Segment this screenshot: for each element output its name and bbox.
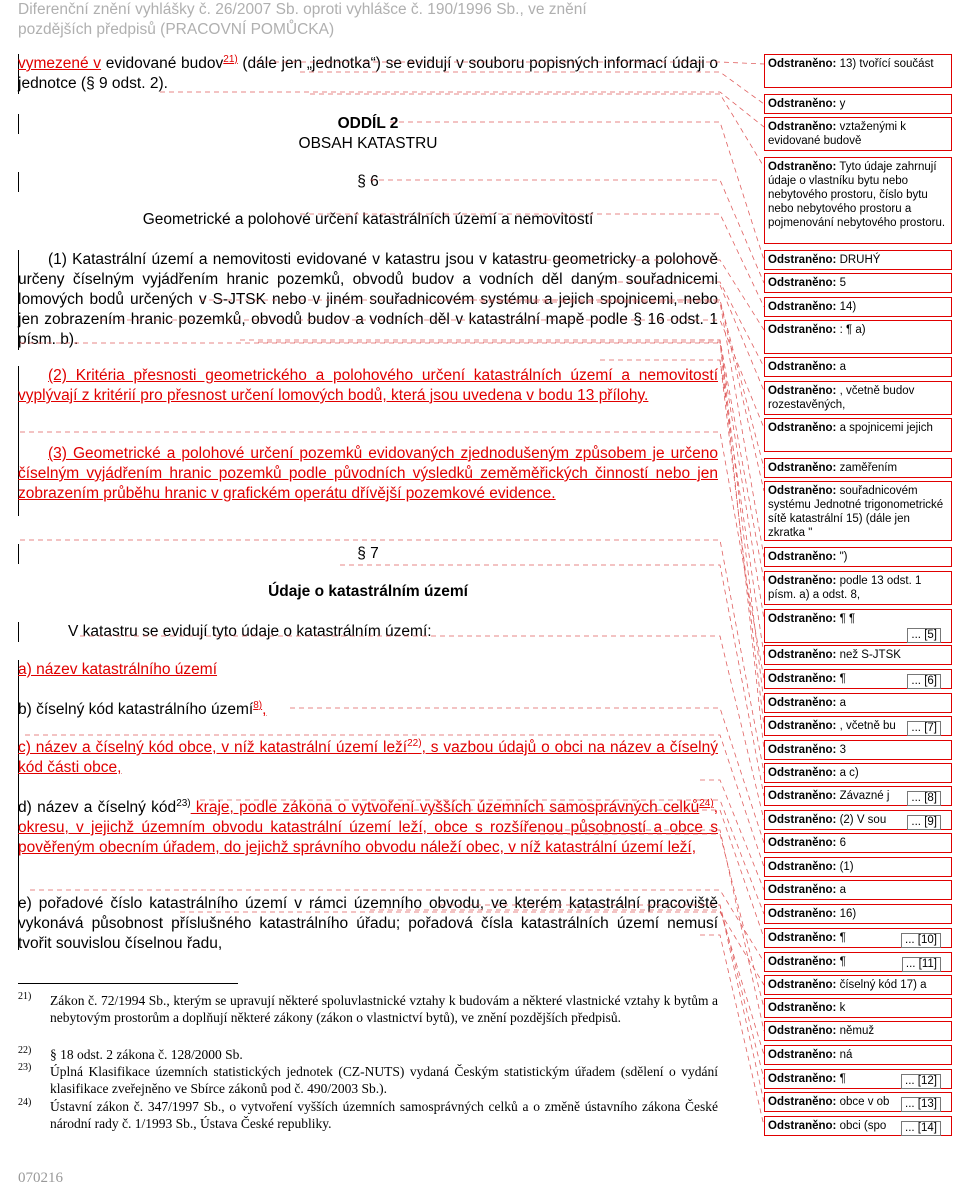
item-c-text-b: , s vazbou údajů o obci na název a číselný kód části obce, (18, 739, 718, 776)
comment-box[interactable] (764, 857, 952, 877)
comment-label: Odstraněno: (768, 908, 837, 920)
comment-box[interactable] (764, 1116, 952, 1136)
comment-label: Odstraněno: (768, 254, 837, 266)
comment-box[interactable] (764, 571, 952, 605)
item-d-text-b: kraje, podle zákona o vytvoření vyšších územních samosprávných celků (190, 799, 700, 816)
comment-box[interactable] (764, 1021, 952, 1041)
intro-text-a: evidované budov (101, 55, 224, 72)
footnote-number: 22) (18, 1045, 32, 1056)
comment-more-link[interactable]: ... [14] (901, 1121, 941, 1136)
comment-box[interactable] (764, 273, 952, 293)
item-b-text: b) číselný kód katastrálního území (18, 701, 254, 718)
item-d (18, 798, 718, 858)
comment-text: 3 (836, 744, 846, 756)
comment-text: němuž (836, 1025, 875, 1037)
comment-box[interactable] (764, 481, 952, 541)
comment-box[interactable] (764, 320, 952, 354)
comment-text: ¶ (836, 673, 846, 685)
paragraph-6-2: (2) Kritéria přesnosti geometrického a polohového určení katastrálních území a nemovitostí vyplývají z kritérií pro přesnost určení lomových bodů, která jsou uvedena v bodu 13 přílohy. (18, 367, 718, 404)
intro-text-b: (dále jen „jednotka“) se evidují v souboru popisných informací údaji o jednotce (§ 9 odst. 2). (18, 55, 719, 92)
comment-box[interactable] (764, 763, 952, 783)
comment-box[interactable] (764, 458, 952, 478)
comment-connector (720, 360, 764, 726)
comment-label: Odstraněno: (768, 1120, 837, 1132)
comment-label: Odstraněno: (768, 767, 837, 779)
footnote-ref: 21) (223, 53, 238, 65)
comment-label: Odstraněno: (768, 277, 837, 289)
comment-label: Odstraněno: (768, 1096, 837, 1108)
comment-box[interactable] (764, 1045, 952, 1065)
paragraph-7-title: Údaje o katastrálním území (268, 583, 468, 600)
footnote-number: 24) (18, 1097, 32, 1108)
comment-text: 6 (836, 837, 846, 849)
comment-box[interactable] (764, 810, 952, 830)
comment-text: než S-JTSK (836, 649, 901, 661)
footnote-ref: 22) (407, 737, 422, 749)
change-bar (18, 622, 19, 642)
footnote-ref: 8) (253, 699, 263, 711)
footnote-text: Úplná Klasifikace územních statistických jednotek (CZ-NUTS) vydaná Českým statistickým úřadem (sdělení o vydání klasifikace zveřejněno ve Sbírce zákonů pod č. 490/2003 Sb.). (50, 1064, 718, 1096)
comment-text: 13) tvořící součást (836, 58, 934, 70)
comment-more-link[interactable]: ... [7] (907, 721, 941, 736)
comment-text: : ¶ a) (836, 324, 866, 336)
header-line-2: pozdějších předpisů (PRACOVNÍ POMŮCKA) (18, 21, 335, 38)
footnote-ref: 23) (176, 797, 191, 809)
comment-more-link[interactable]: ... [8] (907, 791, 941, 806)
comment-label: Odstraněno: (768, 673, 837, 685)
comment-more-link[interactable]: ... [13] (901, 1097, 941, 1112)
comment-text: (1) (836, 861, 854, 873)
comment-label: Odstraněno: (768, 121, 837, 133)
comment-label: Odstraněno: (768, 575, 837, 587)
paragraph-6-1: (1) Katastrální území a nemovitosti evidované v katastru jsou v katastru geometricky a polohově určeny číselným vyjádřením hranic pozemků, obvodů budov a vodních děl daným souřadnicemi lomových bodů určených v S-JTSK nebo v jiném souřadnicovém systému a jejich spojnicemi, nebo jen zobrazením hranic pozemků, obvodů budov a vodních děl v katastrální mapě podle § 16 odst. 1 písm. b). (18, 251, 718, 348)
comment-label: Odstraněno: (768, 884, 837, 896)
comment-connector (720, 285, 764, 391)
comment-box[interactable] (764, 928, 952, 948)
item-d-text-a: d) název a číselný kód (18, 799, 177, 816)
comment-text: ¶ ¶ (836, 613, 856, 625)
comment-box[interactable] (764, 1069, 952, 1089)
comment-box[interactable] (764, 381, 952, 415)
comment-text: a c) (836, 767, 859, 779)
comment-text: DRUHÝ (836, 254, 881, 266)
comment-label: Odstraněno: (768, 837, 837, 849)
comment-label: Odstraněno: (768, 814, 837, 826)
comment-box[interactable] (764, 975, 952, 995)
comment-more-link[interactable]: ... [9] (907, 815, 941, 830)
comment-label: Odstraněno: (768, 861, 837, 873)
footnote-number: 23) (18, 1062, 32, 1073)
comment-label: Odstraněno: (768, 324, 837, 336)
comment-box[interactable] (764, 693, 952, 713)
document-header (18, 0, 728, 40)
comment-text: ¶ (836, 1073, 846, 1085)
comment-label: Odstraněno: (768, 361, 837, 373)
intro-paragraph (18, 54, 718, 94)
comment-box[interactable] (764, 669, 952, 689)
comment-text: (2) V sou (836, 814, 887, 826)
footnote-text: § 18 odst. 2 zákona č. 128/2000 Sb. (50, 1047, 243, 1062)
section-title: ODDÍL 2 (337, 115, 399, 132)
comment-label: Odstraněno: (768, 932, 837, 944)
comment-more-link[interactable]: ... [6] (907, 674, 941, 689)
comment-label: Odstraněno: (768, 422, 837, 434)
comment-box[interactable] (764, 250, 952, 270)
item-b-end: , (262, 701, 267, 718)
comment-text: souřadnicovém systému Jednotné trigonometrické sítě katastrální 15) (dále jen zkratka " (768, 485, 944, 539)
comment-text: zaměřením (836, 462, 898, 474)
inserted-text: vymezené v (18, 55, 102, 72)
comment-box[interactable] (764, 952, 952, 972)
comment-text: y (836, 98, 846, 110)
paragraph-7-heading: § 7 (357, 545, 379, 562)
comment-text: číselný kód 17) a (836, 979, 927, 991)
comment-label: Odstraněno: (768, 956, 837, 968)
paragraph-6-3: (3) Geometrické a polohové určení pozemků evidovaných zjednodušeným způsobem je určeno číselným vyjádřením hranic pozemků podle původních výsledků zeměměřických činností nebo jen zobrazením průběhu hranic v grafickém operátu dřívější pozemkové evidence. (18, 445, 718, 502)
comment-text: k (836, 1002, 846, 1014)
comment-text: vztaženými k evidované budově (768, 121, 907, 147)
comment-text: ¶ (836, 932, 846, 944)
comment-text: ") (836, 551, 848, 563)
comment-label: Odstraněno: (768, 1025, 837, 1037)
comment-text: Tyto údaje zahrnují údaje o vlastníku bytu nebo nebytového prostoru, číslo bytu nebo nebytového prostoru a pojmenování nebytového prostoru. (768, 161, 946, 229)
comment-box[interactable] (764, 54, 952, 88)
footnote-text: Ústavní zákon č. 347/1997 Sb., o vytvoření vyšších územních samosprávných celků a o změně ústavního zákona České národní rady č. 1/1993 Sb., Ústava České republiky. (50, 1099, 718, 1131)
comment-label: Odstraněno: (768, 649, 837, 661)
footnote-text: Zákon č. 72/1994 Sb., kterým se upravují některé spoluvlastnické vztahy k budovám a některé vlastnické vztahy k bytům a nebytovým prostorům a doplňují některé zákony (zákon o vlastnictví bytů), ve znění pozdějších předpisů. (50, 993, 718, 1025)
footnote-ref: 24) (699, 797, 714, 809)
comment-more-link[interactable]: ... [12] (901, 1074, 941, 1089)
comment-more-link[interactable]: ... [5] (907, 628, 941, 643)
item-c (18, 738, 718, 778)
comment-box[interactable] (764, 117, 952, 151)
paragraph-7-lead: V katastru se evidují tyto údaje o katastrálním území: (68, 623, 432, 640)
comment-box[interactable] (764, 94, 952, 114)
item-b (18, 700, 718, 720)
comment-text: obci (spo (836, 1120, 887, 1132)
comment-box[interactable] (764, 357, 952, 377)
comment-label: Odstraněno: (768, 385, 837, 397)
comment-label: Odstraněno: (768, 613, 837, 625)
comment-box[interactable] (764, 547, 952, 567)
comment-box[interactable] (764, 740, 952, 760)
paragraph-6-heading: § 6 (357, 173, 379, 190)
comment-label: Odstraněno: (768, 485, 837, 497)
comment-text: , včetně budov rozestavěných, (768, 385, 915, 411)
comment-box[interactable] (764, 418, 952, 452)
comment-label: Odstraněno: (768, 58, 837, 70)
comment-box[interactable] (764, 645, 952, 665)
comment-box[interactable] (764, 833, 952, 853)
comment-box[interactable] (764, 880, 952, 900)
footnote-separator (18, 983, 238, 984)
comment-label: Odstraněno: (768, 462, 837, 474)
comment-text: ná (836, 1049, 853, 1061)
comment-label: Odstraněno: (768, 161, 837, 173)
section-subtitle: OBSAH KATASTRU (298, 135, 438, 152)
comment-text: podle 13 odst. 1 písm. a) a odst. 8, (768, 575, 922, 601)
comment-label: Odstraněno: (768, 697, 837, 709)
comment-box[interactable] (764, 716, 952, 736)
comment-label: Odstraněno: (768, 744, 837, 756)
comment-box[interactable] (764, 297, 952, 317)
comment-label: Odstraněno: (768, 1073, 837, 1085)
comment-label: Odstraněno: (768, 1049, 837, 1061)
comment-text: obce v ob (836, 1096, 890, 1108)
comment-more-link[interactable]: ... [11] (902, 957, 941, 972)
comment-box[interactable] (764, 609, 952, 643)
comment-label: Odstraněno: (768, 301, 837, 313)
comment-text: a spojnicemi jejich (836, 422, 933, 434)
header-line-1: Diferenční znění vyhlášky č. 26/2007 Sb. oproti vyhlášce č. 190/1996 Sb., ve znění (18, 1, 587, 18)
comment-label: Odstraněno: (768, 551, 837, 563)
comment-box[interactable] (764, 786, 952, 806)
comment-text: , včetně bu (836, 720, 896, 732)
item-a: a) název katastrálního území (18, 661, 218, 678)
paragraph-6-title: Geometrické a polohové určení katastrálních území a nemovitostí (142, 211, 594, 228)
comment-label: Odstraněno: (768, 98, 837, 110)
comment-text: a (836, 697, 846, 709)
comment-text: 16) (836, 908, 857, 920)
item-e: e) pořadové číslo katastrálního území v rámci územního obvodu, ve kterém katastrální pracoviště vykonává působnost příslušného katastrálního úřadu; pořadová čísla katastrálních území nemusí tvořit souvislou číselnou řadu, (18, 895, 718, 952)
comment-box[interactable] (764, 1092, 952, 1112)
footnote-number: 21) (18, 991, 32, 1002)
comment-box[interactable] (764, 157, 952, 244)
comment-text: a (836, 884, 846, 896)
item-d-text-c: , okresu, v jejichž územním obvodu katastrální území leží, obce s rozšířenou působností a obce s pověřeným obecním úřadem, do jejichž správního obvodu náleží obec, v níž katastrální území leží, (18, 799, 718, 856)
comment-box[interactable] (764, 904, 952, 924)
item-c-text-a: c) název a číselný kód obce, v níž katastrální území leží (18, 739, 408, 756)
comment-box[interactable] (764, 998, 952, 1018)
comment-text: ¶ (836, 956, 846, 968)
page-code: 070216 (18, 1170, 63, 1186)
comment-label: Odstraněno: (768, 720, 837, 732)
comment-label: Odstraněno: (768, 979, 837, 991)
comment-label: Odstraněno: (768, 790, 837, 802)
comment-text: Závazné j (836, 790, 890, 802)
comment-text: 14) (836, 301, 857, 313)
comment-label: Odstraněno: (768, 1002, 837, 1014)
comment-text: 5 (836, 277, 846, 289)
comment-text: a (836, 361, 846, 373)
comment-more-link[interactable]: ... [10] (901, 933, 941, 948)
